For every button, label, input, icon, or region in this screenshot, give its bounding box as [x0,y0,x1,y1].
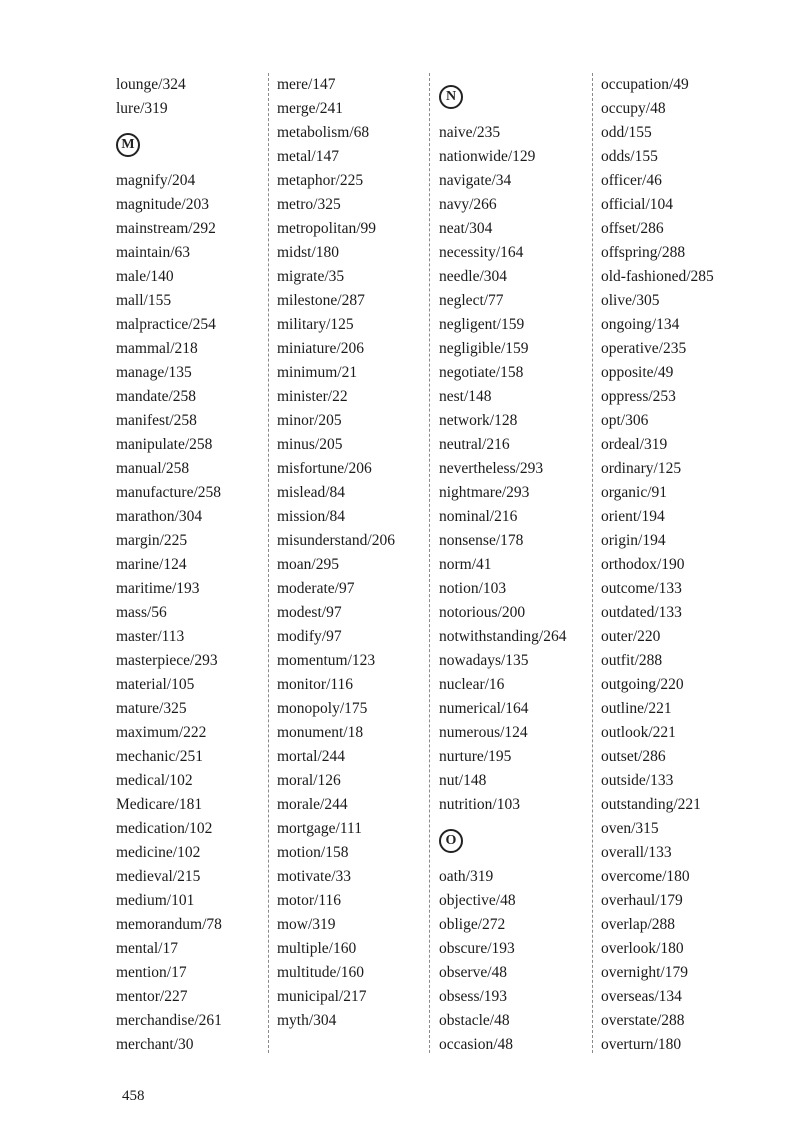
index-entry: misfortune/206 [277,460,372,477]
index-entry: metropolitan/99 [277,220,377,237]
index-entry: overcome/180 [601,868,690,885]
index-entry: occasion/48 [439,1036,514,1053]
index-entry: metal/147 [277,148,339,165]
index-entry: mow/319 [277,916,336,933]
index-entry: mentor/227 [116,988,188,1005]
index-entry: norm/41 [439,556,492,573]
index-entry: mall/155 [116,292,172,309]
index-entry: mortgage/111 [277,820,362,837]
index-entry: metabolism/68 [277,124,370,141]
index-entry: myth/304 [277,1012,337,1029]
index-entry: oppress/253 [601,388,676,405]
column-divider [268,73,269,1053]
index-entry: objective/48 [439,892,516,909]
index-entry: manufacture/258 [116,484,222,501]
index-entry: outcome/133 [601,580,682,597]
index-entry: operative/235 [601,340,687,357]
index-entry: negligible/159 [439,340,529,357]
index-entry: nutrition/103 [439,796,520,813]
index-entry: neglect/77 [439,292,504,309]
index-entry: organic/91 [601,484,668,501]
index-entry: outfit/288 [601,652,663,669]
index-entry: ordeal/319 [601,436,668,453]
index-entry: necessity/164 [439,244,524,261]
index-entry: metaphor/225 [277,172,364,189]
index-entry: mental/17 [116,940,178,957]
index-entry: neutral/216 [439,436,510,453]
index-entry: overhaul/179 [601,892,683,909]
index-entry: medicine/102 [116,844,201,861]
index-entry: municipal/217 [277,988,367,1005]
index-entry: monopoly/175 [277,700,368,717]
index-entry: marathon/304 [116,508,203,525]
index-entry: masterpiece/293 [116,652,218,669]
index-entry: occupation/49 [601,76,689,93]
index-entry: medium/101 [116,892,195,909]
index-column-1 [116,73,222,1057]
index-entry: moderate/97 [277,580,355,597]
index-entry: motion/158 [277,844,349,861]
index-entry: modest/97 [277,604,342,621]
index-entry: medical/102 [116,772,193,789]
index-entry: malpractice/254 [116,316,216,333]
index-entry: overseas/134 [601,988,682,1005]
index-entry: outer/220 [601,628,661,645]
index-entry: overall/133 [601,844,672,861]
index-entry: mandate/258 [116,388,197,405]
index-entry: nest/148 [439,388,492,405]
letter-badge-icon: M [116,133,140,157]
index-entry: negotiate/158 [439,364,524,381]
index-entry: manipulate/258 [116,436,213,453]
section-letter-heading [116,121,222,169]
index-entry: monument/18 [277,724,364,741]
section-letter-heading [439,73,566,121]
index-entry: manifest/258 [116,412,197,429]
index-entry: nonsense/178 [439,532,524,549]
index-entry: merchant/30 [116,1036,194,1053]
index-entry: opposite/49 [601,364,674,381]
index-entry: mere/147 [277,76,336,93]
index-entry: outstanding/221 [601,796,701,813]
index-entry: maintain/63 [116,244,191,261]
index-entry: neat/304 [439,220,493,237]
index-entry: outlook/221 [601,724,676,741]
index-entry: overlap/288 [601,916,676,933]
index-entry: navy/266 [439,196,497,213]
index-entry: orthodox/190 [601,556,685,573]
index-entry: mission/84 [277,508,346,525]
index-column-4 [601,73,714,1057]
index-entry: momentum/123 [277,652,376,669]
index-entry: oven/315 [601,820,659,837]
index-entry: overturn/180 [601,1036,682,1053]
index-entry: old-fashioned/285 [601,268,714,285]
index-entry: lounge/324 [116,76,186,93]
index-entry: merchandise/261 [116,1012,222,1029]
index-entry: misunderstand/206 [277,532,395,549]
index-entry: minus/205 [277,436,343,453]
index-entry: medication/102 [116,820,213,837]
index-entry: outgoing/220 [601,676,684,693]
index-entry: outside/133 [601,772,674,789]
index-entry: morale/244 [277,796,348,813]
index-entry: official/104 [601,196,674,213]
index-entry: nominal/216 [439,508,518,525]
index-entry: multitude/160 [277,964,364,981]
index-entry: naive/235 [439,124,501,141]
index-entry: olive/305 [601,292,660,309]
index-entry: obsess/193 [439,988,508,1005]
index-entry: oblige/272 [439,916,506,933]
index-entry: negligent/159 [439,316,525,333]
index-entry: mislead/84 [277,484,346,501]
index-entry: opt/306 [601,412,649,429]
index-entry: notorious/200 [439,604,526,621]
index-entry: memorandum/78 [116,916,222,933]
index-entry: origin/194 [601,532,666,549]
index-entry: outline/221 [601,700,672,717]
index-entry: observe/48 [439,964,508,981]
index-entry: manual/258 [116,460,190,477]
index-entry: navigate/34 [439,172,512,189]
index-entry: mechanic/251 [116,748,203,765]
index-entry: Medicare/181 [116,796,203,813]
index-entry: medieval/215 [116,868,201,885]
index-entry: notion/103 [439,580,507,597]
index-column-2 [277,73,395,1033]
index-entry: motor/116 [277,892,342,909]
index-entry: nevertheless/293 [439,460,544,477]
index-entry: monitor/116 [277,676,354,693]
index-entry: migrate/35 [277,268,345,285]
index-entry: mass/56 [116,604,167,621]
index-entry: modify/97 [277,628,342,645]
index-entry: minister/22 [277,388,348,405]
index-entry: needle/304 [439,268,508,285]
index-entry: odds/155 [601,148,658,165]
index-entry: occupy/48 [601,100,666,117]
index-entry: material/105 [116,676,195,693]
index-entry: marine/124 [116,556,187,573]
index-entry: moan/295 [277,556,339,573]
index-entry: offspring/288 [601,244,686,261]
index-column-3 [439,73,566,1057]
index-entry: minimum/21 [277,364,358,381]
index-entry: odd/155 [601,124,652,141]
index-entry: overstate/288 [601,1012,685,1029]
index-entry: nut/148 [439,772,487,789]
index-entry: miniature/206 [277,340,364,357]
index-entry: overnight/179 [601,964,688,981]
index-entry: mature/325 [116,700,187,717]
letter-badge-icon: N [439,85,463,109]
index-entry: milestone/287 [277,292,365,309]
index-entry: nightmare/293 [439,484,530,501]
index-entry: ordinary/125 [601,460,682,477]
index-entry: master/113 [116,628,185,645]
index-entry: multiple/160 [277,940,357,957]
index-entry: maritime/193 [116,580,200,597]
index-entry: orient/194 [601,508,665,525]
column-divider [592,73,593,1053]
index-entry: officer/46 [601,172,662,189]
index-entry: obstacle/48 [439,1012,510,1029]
index-entry: ongoing/134 [601,316,680,333]
index-entry: military/125 [277,316,354,333]
section-letter-heading [439,817,566,865]
index-entry: nationwide/129 [439,148,536,165]
index-entry: magnitude/203 [116,196,209,213]
index-entry: nurture/195 [439,748,512,765]
index-entry: nowadays/135 [439,652,529,669]
letter-badge-icon: O [439,829,463,853]
index-entry: outdated/133 [601,604,682,621]
index-entry: motivate/33 [277,868,352,885]
index-entry: notwithstanding/264 [439,628,567,645]
index-entry: minor/205 [277,412,342,429]
index-entry: mammal/218 [116,340,198,357]
index-entry: overlook/180 [601,940,684,957]
index-entry: numerical/164 [439,700,529,717]
index-entry: moral/126 [277,772,341,789]
index-entry: midst/180 [277,244,340,261]
index-entry: network/128 [439,412,518,429]
index-entry: outset/286 [601,748,666,765]
index-entry: merge/241 [277,100,344,117]
index-entry: maximum/222 [116,724,207,741]
index-entry: male/140 [116,268,174,285]
column-divider [429,73,430,1053]
index-entry: magnify/204 [116,172,196,189]
index-entry: offset/286 [601,220,664,237]
index-entry: metro/325 [277,196,341,213]
index-entry: obscure/193 [439,940,515,957]
index-entry: nuclear/16 [439,676,505,693]
index-entry: oath/319 [439,868,494,885]
index-entry: manage/135 [116,364,192,381]
index-entry: lure/319 [116,100,168,117]
index-entry: numerous/124 [439,724,528,741]
index-entry: margin/225 [116,532,188,549]
index-entry: mainstream/292 [116,220,216,237]
page-number: 458 [122,1088,145,1104]
index-entry: mention/17 [116,964,187,981]
index-entry: mortal/244 [277,748,346,765]
